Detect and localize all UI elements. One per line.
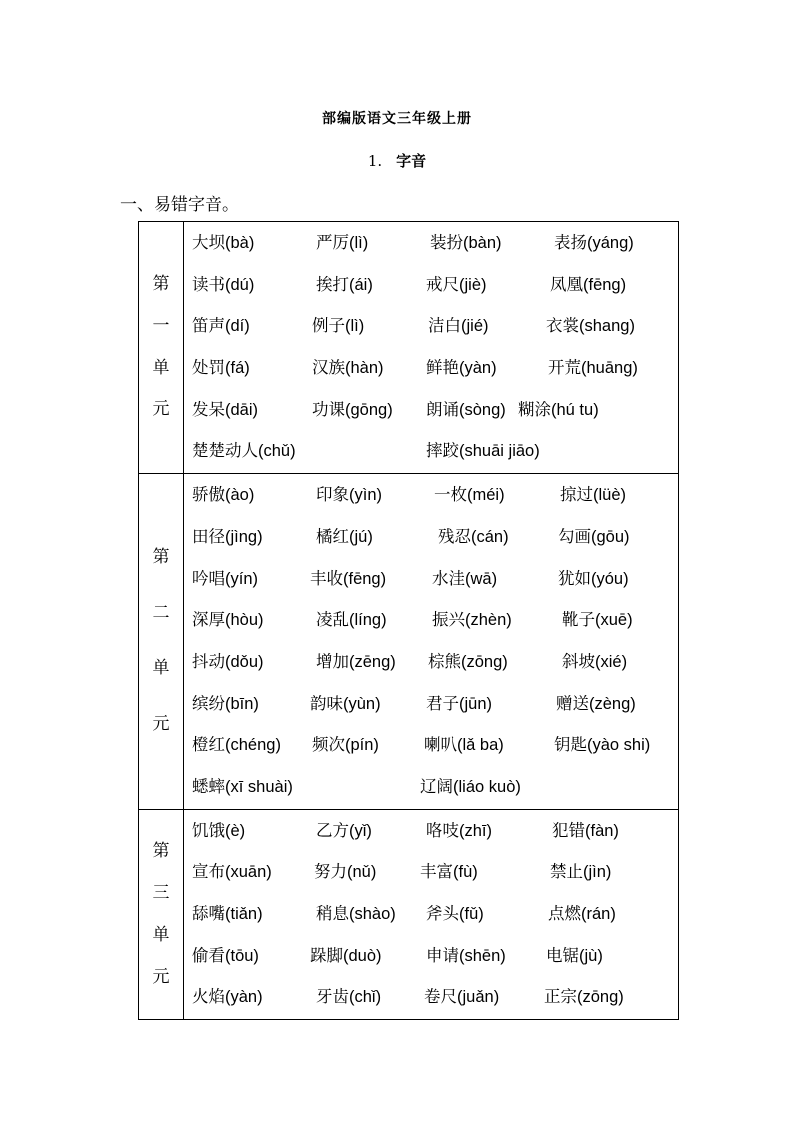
word-entry: 电锯(jù): [546, 946, 603, 965]
unit-1-label: [153, 264, 170, 431]
section-number: 1.: [367, 152, 383, 170]
word-row: [184, 852, 678, 894]
word-row: [184, 725, 678, 767]
unit-2-label: [153, 530, 170, 752]
word-row: [184, 642, 678, 684]
word-entry: 糊涂(hú tu): [518, 400, 599, 419]
unit-label-char: 第: [152, 274, 170, 295]
word-row: [184, 223, 678, 265]
word-entry: 朗诵(sòng): [426, 400, 506, 419]
word-entry: 振兴(zhèn): [432, 611, 512, 630]
unit-label-char: 单: [152, 658, 170, 679]
unit-2-row: [139, 474, 679, 810]
word-row: [184, 811, 678, 853]
word-entry: 牙齿(chǐ): [316, 988, 382, 1007]
exercise-heading: 一、易错字音。: [120, 195, 239, 215]
unit-1-words-cell: [184, 222, 679, 474]
word-entry: 骄傲(ào): [192, 486, 255, 505]
unit-label-char: 第: [152, 841, 170, 862]
unit-2-label-cell: [139, 474, 184, 810]
word-entry: 水洼(wā): [432, 569, 498, 588]
unit-3-label-cell: [139, 809, 184, 1019]
word-entry: 犯错(fàn): [552, 821, 619, 840]
word-entry: 一枚(méi): [434, 486, 505, 505]
word-entry: 戒尺(jiè): [426, 275, 487, 294]
word-entry: 稍息(shào): [316, 905, 396, 923]
unit-label-char: 一: [152, 315, 170, 336]
unit-label-char: 三: [152, 883, 170, 904]
word-entry: 处罚(fá): [192, 359, 250, 378]
word-entry: 斜坡(xié): [562, 652, 628, 671]
unit-label-char: 第: [152, 547, 170, 568]
word-entry: 韵味(yùn): [310, 694, 381, 713]
unit-2-words-cell: [184, 474, 679, 810]
word-entry: 印象(yìn): [316, 486, 382, 505]
unit-label-char: 元: [152, 399, 170, 420]
word-row: [184, 348, 678, 390]
word-entry: 点燃(rán): [548, 905, 616, 923]
word-row: [184, 306, 678, 348]
word-row: [184, 894, 678, 936]
word-entry: 深厚(hòu): [192, 611, 264, 630]
word-entry: 挨打(ái): [316, 275, 373, 294]
unit-label-char: 单: [152, 357, 170, 378]
word-entry: 田径(jìng): [192, 527, 263, 546]
word-entry: 丰收(fēng): [310, 569, 387, 588]
section-name: 字音: [396, 152, 427, 170]
word-entry: 功课(gōng): [312, 400, 393, 419]
word-entry: 宣布(xuān): [192, 863, 272, 882]
word-entry: 严厉(lì): [316, 234, 369, 252]
word-row: [184, 390, 678, 432]
word-entry: 橙红(chéng): [192, 736, 281, 755]
word-entry: 靴子(xuē): [562, 611, 633, 630]
word-row: [184, 767, 678, 809]
unit-1-label-cell: [139, 222, 184, 474]
word-entry: 吟唱(yín): [192, 569, 258, 588]
word-row: [184, 600, 678, 642]
word-entry: 读书(dú): [192, 275, 255, 294]
unit-3-label: [153, 830, 170, 998]
word-entry: 凌乱(líng): [316, 611, 387, 630]
word-entry: 缤纷(bīn): [192, 694, 259, 713]
word-row: [184, 559, 678, 601]
word-entry: 橘红(jú): [316, 527, 373, 546]
word-row: [184, 936, 678, 978]
word-entry: 君子(jūn): [426, 694, 493, 713]
word-entry: 辽阔(liáo kuò): [420, 777, 521, 796]
word-entry: 努力(nǔ): [314, 863, 377, 882]
word-row: [184, 517, 678, 559]
word-entry: 丰富(fù): [420, 863, 478, 882]
word-entry: 汉族(hàn): [312, 359, 384, 378]
word-entry: 偷看(tōu): [192, 946, 259, 965]
word-entry: 大坝(bà): [192, 234, 255, 252]
word-row: [184, 977, 678, 1019]
word-entry: 凤凰(fēng): [550, 275, 627, 294]
word-entry: 表扬(yáng): [554, 234, 634, 252]
word-entry: 禁止(jìn): [550, 863, 612, 882]
word-entry: 申请(shēn): [426, 946, 506, 965]
word-entry: 掠过(lüè): [560, 486, 627, 505]
word-entry: 犹如(yóu): [558, 569, 629, 588]
unit-label-char: 单: [152, 925, 170, 946]
word-entry: 蟋蟀(xī shuài): [192, 777, 293, 796]
word-entry: 饥饿(è): [192, 821, 246, 840]
word-row: [184, 265, 678, 307]
word-entry: 残忍(cán): [438, 527, 509, 546]
unit-1-row: [139, 222, 679, 474]
word-row: [184, 431, 678, 473]
word-entry: 笛声(dí): [192, 317, 250, 336]
word-entry: 勾画(gōu): [558, 527, 630, 546]
word-entry: 赠送(zèng): [556, 694, 636, 713]
document-title: 部编版语文三年级上册: [322, 111, 472, 127]
word-entry: 鲜艳(yàn): [426, 359, 497, 378]
word-entry: 喇叭(lǎ ba): [424, 736, 504, 755]
pronunciation-table: [138, 221, 679, 1020]
word-entry: 楚楚动人(chǔ): [192, 442, 296, 461]
unit-label-char: 元: [152, 713, 170, 734]
word-entry: 乙方(yǐ): [316, 821, 372, 840]
word-entry: 摔跤(shuāi jiāo): [426, 442, 540, 461]
word-entry: 棕熊(zōng): [428, 652, 508, 671]
word-row: [184, 684, 678, 726]
word-entry: 洁白(jié): [428, 317, 489, 336]
word-entry: 舔嘴(tiǎn): [192, 905, 263, 923]
word-entry: 斧头(fǔ): [426, 905, 484, 923]
word-entry: 开荒(huāng): [548, 359, 638, 378]
word-entry: 频次(pín): [312, 736, 379, 755]
word-entry: 衣裳(shang): [546, 317, 635, 336]
word-entry: 正宗(zōng): [544, 988, 624, 1007]
word-entry: 卷尺(juǎn): [424, 988, 500, 1007]
word-entry: 例子(lì): [312, 317, 365, 336]
word-entry: 增加(zēng): [316, 652, 396, 671]
unit-label-char: 二: [152, 602, 170, 623]
word-entry: 抖动(dǒu): [192, 652, 264, 671]
word-entry: 火焰(yàn): [192, 988, 263, 1007]
unit-3-row: [139, 809, 679, 1019]
word-entry: 发呆(dāi): [192, 400, 259, 419]
word-entry: 跺脚(duò): [310, 946, 382, 965]
unit-label-char: 元: [152, 967, 170, 988]
word-entry: 装扮(bàn): [430, 234, 502, 252]
unit-3-words-cell: [184, 809, 679, 1019]
section-title: [0, 150, 794, 171]
word-entry: 咯吱(zhī): [426, 821, 492, 840]
word-row: [184, 475, 678, 517]
word-entry: 钥匙(yào shi): [554, 736, 651, 755]
